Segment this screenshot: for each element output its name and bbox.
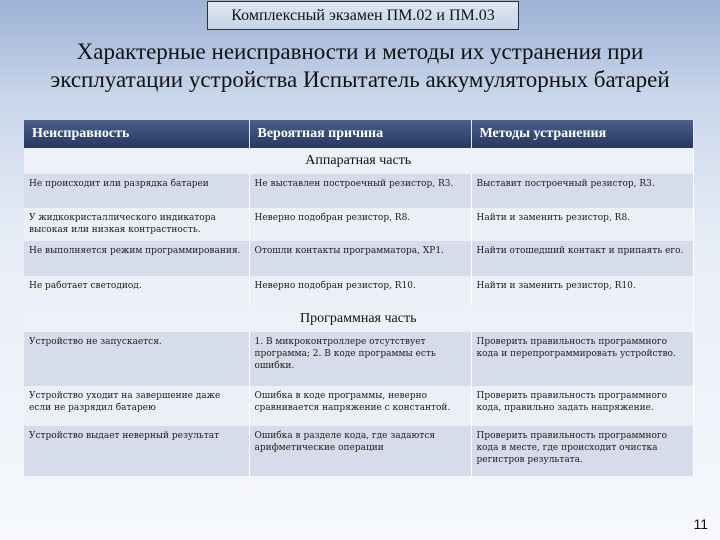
slide-title bbox=[10, 38, 710, 94]
cause-cell: Ошибка в разделе кода, где задаются арифметические операции bbox=[249, 426, 471, 476]
table-row bbox=[24, 208, 693, 241]
table-row bbox=[24, 241, 693, 276]
section-title: Аппаратная часть bbox=[24, 148, 693, 174]
table-header-row bbox=[24, 120, 693, 148]
remedy-cell: Проверить правильность программного кода и перепрограммировать устройство. bbox=[471, 332, 693, 386]
table-row bbox=[24, 276, 693, 306]
column-header-cause: Вероятная причина bbox=[249, 120, 471, 148]
fault-cell: Устройство выдает неверный результат bbox=[24, 426, 249, 476]
cause-cell: Ошибка в коде программы, неверно сравнивается напряжение с константой. bbox=[249, 386, 471, 426]
slide-title-line-1: Характерные неисправности и методы их устранения при bbox=[76, 39, 644, 64]
cause-cell: Неверно подобран резистор, R10. bbox=[249, 276, 471, 306]
remedy-cell: Найти отошедший контакт и припаять его. bbox=[471, 241, 693, 276]
remedy-cell: Проверить правильность программного кода, правильно задать напряжение. bbox=[471, 386, 693, 426]
section-row-software bbox=[24, 306, 693, 332]
cause-cell: 1. В микроконтроллере отсутствует программа; 2. В коде программы есть ошибки. bbox=[249, 332, 471, 386]
cause-cell: Отошли контакты программатора, XP1. bbox=[249, 241, 471, 276]
fault-cell: Не выполняется режим программирования. bbox=[24, 241, 249, 276]
remedy-cell: Проверить правильность программного кода в месте, где происходит очистка регистров результата. bbox=[471, 426, 693, 476]
cause-cell: Не выставлен построечный резистор, R3. bbox=[249, 174, 471, 208]
remedy-cell: Найти и заменить резистор, R10. bbox=[471, 276, 693, 306]
table-row bbox=[24, 332, 693, 386]
fault-cell: Не работает светодиод. bbox=[24, 276, 249, 306]
section-title: Программная часть bbox=[24, 306, 693, 332]
slide-title-line-2: эксплуатации устройства Испытатель аккумуляторных батарей bbox=[50, 67, 670, 92]
fault-cell: Устройство уходит на завершение даже если не разрядил батарею bbox=[24, 386, 249, 426]
fault-cell: У жидкокристаллического индикатора высокая или низкая контрастность. bbox=[24, 208, 249, 241]
exam-banner: Комплексный экзамен ПМ.02 и ПМ.03 bbox=[207, 1, 519, 30]
section-row-hardware bbox=[24, 148, 693, 174]
fault-cell: Не происходит или разрядка батареи bbox=[24, 174, 249, 208]
table-row bbox=[24, 386, 693, 426]
cause-cell: Неверно подобран резистор, R8. bbox=[249, 208, 471, 241]
faults-table bbox=[24, 120, 694, 476]
column-header-remedy: Методы устранения bbox=[471, 120, 693, 148]
remedy-cell: Выставит построечный резистор, R3. bbox=[471, 174, 693, 208]
table-row bbox=[24, 174, 693, 208]
remedy-cell: Найти и заменить резистор, R8. bbox=[471, 208, 693, 241]
fault-cell: Устройство не запускается. bbox=[24, 332, 249, 386]
column-header-fault: Неисправность bbox=[24, 120, 249, 148]
table-row bbox=[24, 426, 693, 476]
page-number: 11 bbox=[693, 516, 708, 532]
